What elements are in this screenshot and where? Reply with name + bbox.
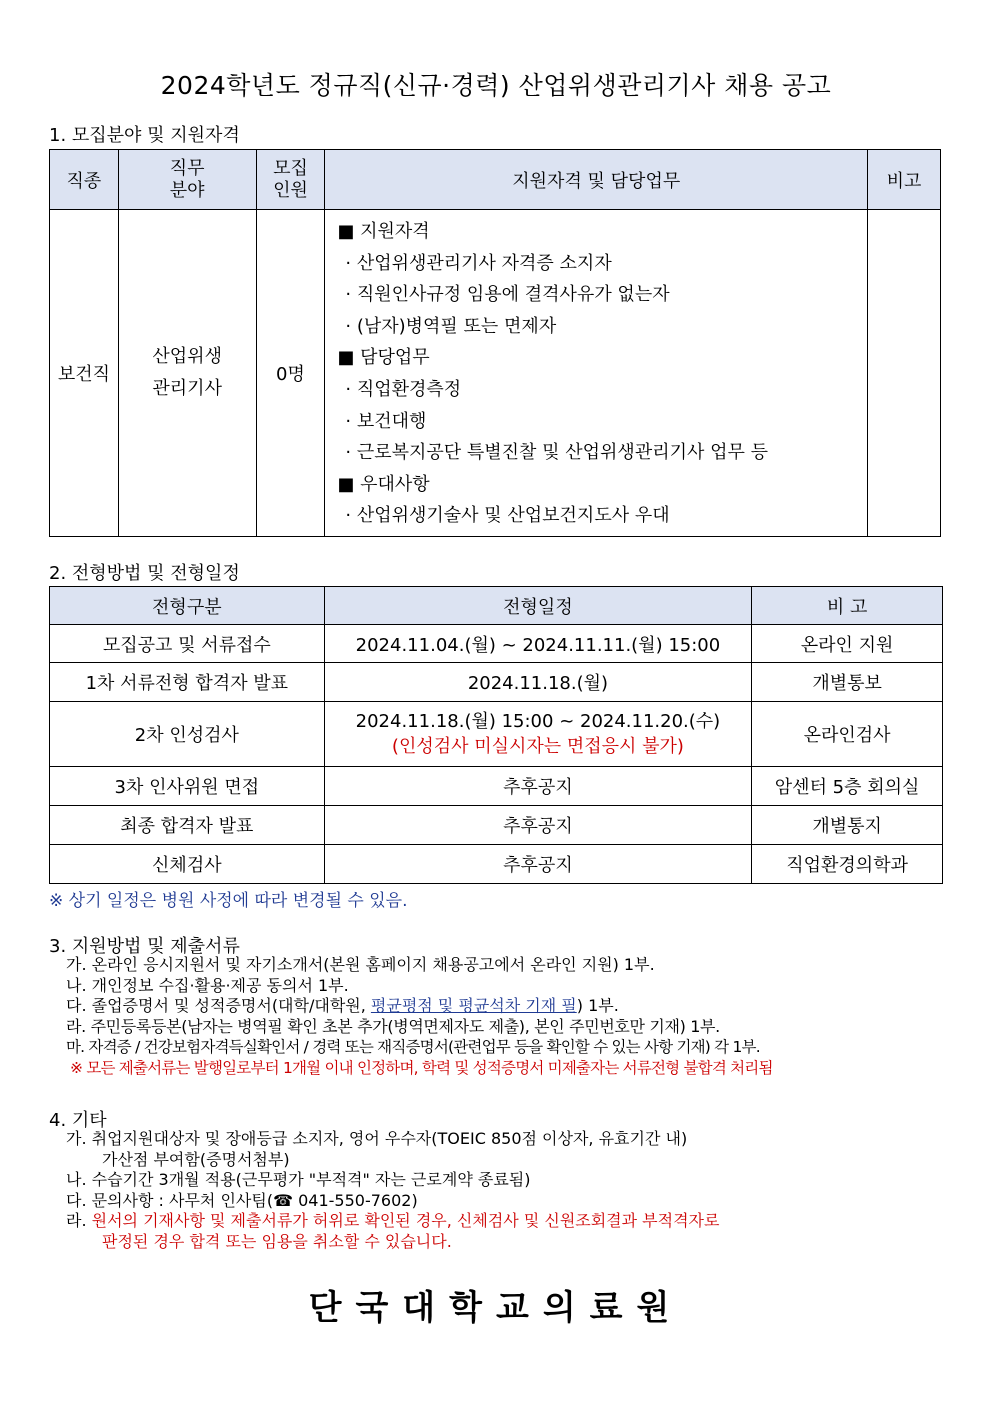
- header-schedule: 전형일정: [324, 587, 752, 625]
- req-line: ■ 담당업무: [337, 347, 430, 369]
- req-line: · 산업위생관리기사 자격증 소지자: [345, 252, 612, 274]
- list-item: 라. 주민등록등본(남자는 병역필 확인 초본 추가(병역면제자도 제출), 본인 주민번호만 기재) 1부.: [66, 1016, 720, 1036]
- cell-category: 보건직: [50, 210, 119, 537]
- section3-heading: 3. 지원방법 및 제출서류: [49, 936, 240, 957]
- stage-cell: 신체검사: [50, 845, 325, 884]
- list-item: 판정된 경우 합격 또는 임용을 취소할 수 있습니다.: [102, 1231, 452, 1251]
- req-line: · (남자)병역필 또는 면제자: [345, 315, 557, 337]
- list-item: 마. 자격증 / 건강보험자격득실확인서 / 경력 또는 재직증명서(관련업무 등을 확인할 수 있는 사항 기재) 각 1부.: [66, 1038, 760, 1056]
- header-remark: 비고: [868, 150, 941, 210]
- remark-cell: 온라인 지원: [752, 625, 943, 663]
- schedule-cell: 추후공지: [324, 767, 752, 806]
- documents-list: [66, 955, 773, 1078]
- req-line: · 직업환경측정: [345, 378, 462, 400]
- schedule-cell: 2024.11.18.(월): [324, 663, 752, 702]
- req-line: · 산업위생기술사 및 산업보건지도사 우대: [345, 505, 670, 527]
- remark-cell: 개별통보: [752, 663, 943, 702]
- stage-cell: 2차 인성검사: [50, 702, 325, 767]
- stage-cell: 최종 합격자 발표: [50, 806, 325, 845]
- remark-cell: 온라인검사: [752, 702, 943, 767]
- header-requirements: 지원자격 및 담당업무: [325, 150, 868, 210]
- other-list: [66, 1129, 719, 1252]
- recruitment-table: [49, 149, 941, 537]
- list-item: 나. 개인정보 수집·활용·제공 동의서 1부.: [66, 975, 349, 995]
- list-item: 라. 원서의 기재사항 및 제출서류가 허위로 확인된 경우, 신체검사 및 신원조회결과 부적격자로: [66, 1211, 720, 1230]
- schedule-cell: 추후공지: [324, 845, 752, 884]
- stage-cell: 1차 서류전형 합격자 발표: [50, 663, 325, 702]
- institution-name: 단국대학교의료원: [308, 1288, 684, 1328]
- table-row: [50, 625, 943, 663]
- cell-field: 산업위생 관리기사: [118, 210, 256, 537]
- table-row: [50, 767, 943, 806]
- schedule-note: (인성검사 미실시자는 면접응시 불가): [391, 736, 684, 757]
- req-line: · 근로복지공단 특별진찰 및 산업위생관리기사 업무 등: [345, 442, 768, 464]
- header-count: 모집 인원: [256, 150, 325, 210]
- req-line: · 보건대행: [345, 410, 427, 432]
- remark-cell: 직업환경의학과: [752, 845, 943, 884]
- documents-warning: ※ 모든 제출서류는 발행일로부터 1개월 이내 인정하며, 학력 및 성적증명서 미제출자는 서류전형 불합격 처리됨: [70, 1058, 773, 1077]
- list-item: 가. 취업지원대상자 및 장애등급 소지자, 영어 우수자(TOEIC 850점 이상자, 유효기간 내): [66, 1129, 688, 1148]
- section4-heading: 4. 기타: [49, 1110, 107, 1131]
- req-line: ■ 지원자격: [337, 221, 430, 242]
- remark-cell: 암센터 5층 회의실: [752, 767, 943, 806]
- section2-heading: 2. 전형방법 및 전형일정: [49, 563, 240, 584]
- schedule-footnote: ※ 상기 일정은 병원 사정에 따라 변경될 수 있음.: [49, 891, 408, 911]
- table-row: [50, 702, 943, 767]
- cell-remark: [868, 210, 941, 537]
- header-category: 직종: [50, 150, 119, 210]
- list-item: 가산점 부여함(증명서첨부): [102, 1149, 290, 1169]
- remark-cell: 개별통지: [752, 806, 943, 845]
- header-remark: 비 고: [752, 587, 943, 625]
- page-title: 2024학년도 정규직(신규·경력) 산업위생관리기사 채용 공고: [160, 71, 832, 100]
- gpa-note: 평균평점 및 평균석차 기재 필: [370, 996, 577, 1015]
- schedule-table: [49, 586, 943, 884]
- schedule-cell: 추후공지: [324, 806, 752, 845]
- list-item: 가. 온라인 응시지원서 및 자기소개서(본원 홈페이지 채용공고에서 온라인 지원) 1부.: [66, 955, 655, 974]
- contact-info: 다. 문의사항 : 사무처 인사팀(☎ 041-550-7602): [66, 1190, 418, 1210]
- table-row: [50, 806, 943, 845]
- recruitment-table-header: [50, 150, 941, 210]
- schedule-table-header: [50, 587, 943, 625]
- req-line: · 직원인사규정 임용에 결격사유가 없는자: [345, 284, 670, 306]
- req-line: ■ 우대사항: [337, 473, 430, 495]
- list-item: 나. 수습기간 3개월 적용(근무평가 "부적격" 자는 근로계약 종료됨): [66, 1170, 531, 1189]
- schedule-cell: 2024.11.18.(월) 15:00 ~ 2024.11.20.(수) (인성검사 미실시자는 면접응시 불가): [324, 702, 752, 767]
- recruitment-row: [50, 210, 941, 537]
- stage-cell: 3차 인사위원 면접: [50, 767, 325, 806]
- schedule-cell: 2024.11.04.(월) ~ 2024.11.11.(월) 15:00: [324, 625, 752, 663]
- header-stage: 전형구분: [50, 587, 325, 625]
- table-row: [50, 663, 943, 702]
- list-item: 다. 졸업증명서 및 성적증명서(대학/대학원, 평균평점 및 평균석차 기재 필) 1부.: [66, 996, 619, 1015]
- cell-count: 0명: [256, 210, 325, 537]
- stage-cell: 모집공고 및 서류접수: [50, 625, 325, 663]
- header-field: 직무 분야: [118, 150, 256, 210]
- section1-heading: 1. 모집분야 및 지원자격: [49, 125, 240, 146]
- cell-requirements: [325, 210, 868, 537]
- table-row: [50, 845, 943, 884]
